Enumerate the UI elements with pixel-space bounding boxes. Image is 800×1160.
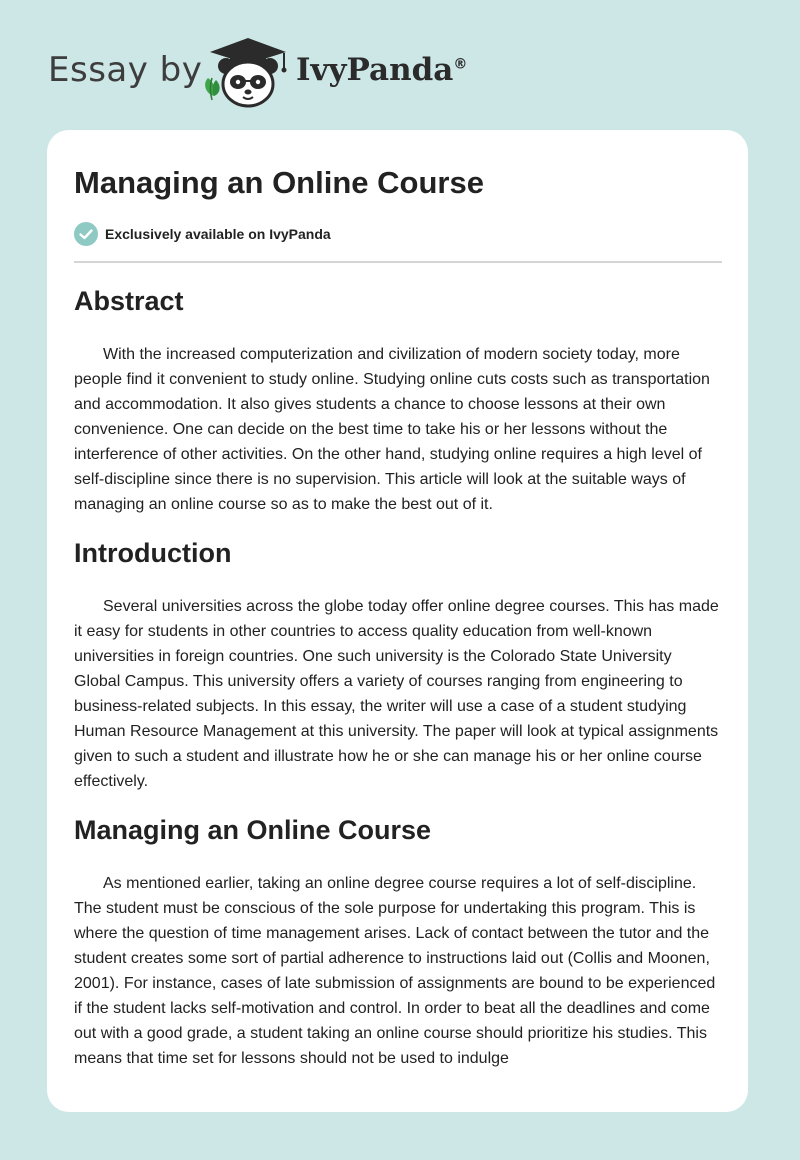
section-body-managing: As mentioned earlier, taking an online degree course requires a lot of self-discipline. The student must be conscious of the sole purpose for undertaking this program. This is where the question of time management arises. Lack of contact between the tutor and the student creates some sort of partial adherence to instructions laid out (Collis and Moonen, 2001). For instance, cases of late submission of assignments are bound to be experienced if the student lacks self-motivation and control. In order to beat all the deadlines and come out with a good grade, a student taking an online course should prioritize his studies. This means that time set for lessons should not be used to indulge xyxy=(74,875,716,1067)
section-body-introduction: Several universities across the globe today offer online degree courses. This has made it easy for students in other countries to access quality education from well-known universities in foreign countries. One such university is the Colorado State University Global Campus. This university offers a variety of courses ranging from engineering to business-related subjects. In this essay, the writer will use a case of a student studying Human Resource Management at this university. The paper will look at typical assignments given to such a student and illustrate how he or she can manage his or her online course effectively. xyxy=(74,598,719,790)
divider xyxy=(74,261,722,263)
brand-prefix: Essay by xyxy=(48,50,203,90)
section-heading-managing: Managing an Online Course xyxy=(74,815,432,845)
page-title: Managing an Online Course xyxy=(74,165,484,200)
section-body-abstract: With the increased computerization and civilization of modern society today, more people find it convenient to study online. Studying online cuts costs such as transportation and accommodation. It also gives students a chance to choose lessons at their own convenience. One can decide on the best time to take his or her lessons without the interference of other activities. On the other hand, studying online requires a high level of self-discipline since there is no supervision. This article will look at the suitable ways of managing an online course so as to make the best out of it. xyxy=(74,346,710,513)
section-heading-abstract: Abstract xyxy=(74,286,184,316)
brand-name[interactable] xyxy=(296,52,467,88)
check-icon xyxy=(74,222,98,246)
registered-mark: ® xyxy=(453,56,468,73)
exclusive-badge xyxy=(74,222,331,246)
section-heading-introduction: Introduction xyxy=(74,538,232,568)
badge-text: Exclusively available on IvyPanda xyxy=(105,226,331,242)
site-header xyxy=(0,0,800,130)
brand-name-text: IvyPanda xyxy=(296,52,454,88)
essay-card xyxy=(47,130,748,1112)
panda-logo-icon[interactable] xyxy=(200,34,296,110)
